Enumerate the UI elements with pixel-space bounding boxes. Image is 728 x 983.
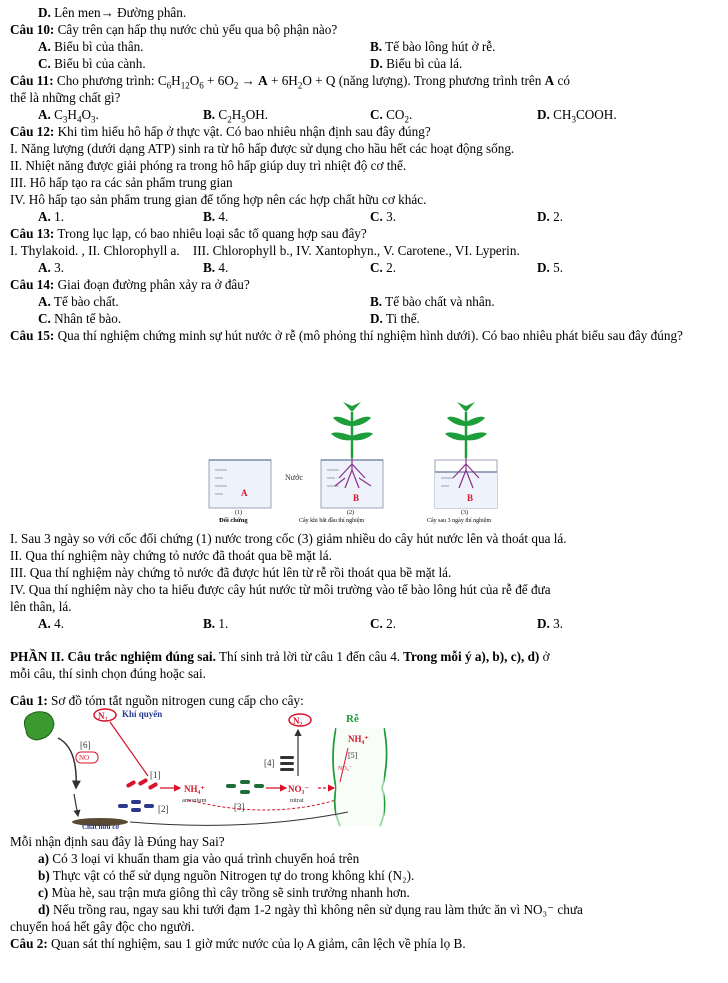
- q13-item-1: I. Thylakoid. , II. Chlorophyll a. III. Chlorophyll b., IV. Xantophyn., V. Carotene., VI. Lyperin.: [10, 243, 520, 258]
- q12-item-3: III. Hô hấp tạo ra các sản phẩm trung gian: [10, 175, 233, 190]
- question-11-line2: thể là những chất gì?: [10, 90, 121, 105]
- q13-option-b: B. 4.: [203, 260, 229, 275]
- beaker-3: [435, 402, 497, 508]
- caption-after: Cây sau 3 ngày thí nghiệm: [427, 518, 492, 524]
- q12-option-d: D. 2.: [537, 209, 564, 224]
- q15-option-b: B. 1.: [203, 616, 229, 631]
- beaker-1: [209, 460, 271, 508]
- label-b1: B: [353, 493, 360, 503]
- svg-text:(3): (3): [461, 510, 468, 516]
- svg-text:[5]: [5]: [348, 751, 358, 760]
- question-12: Câu 12: Khi tìm hiểu hô hấp ở thực vật. Có bao nhiêu nhận định sau đây đúng?: [10, 124, 431, 139]
- question-13: Câu 13: Trong lục lạp, có bao nhiêu loại sắc tố quang hợp sau đây?: [10, 226, 367, 241]
- svg-text:amonium: amonium: [182, 797, 207, 804]
- q10-option-b: B. Tế bào lông hút ở rễ.: [370, 39, 496, 54]
- label-organic: Chất hữu cơ: [82, 823, 120, 830]
- q12-option-a: A. 1.: [38, 209, 65, 224]
- q12-option-c: C. 3.: [370, 209, 397, 224]
- caption-control: Đối chứng: [219, 517, 248, 524]
- svg-text:[3]: [3]: [234, 802, 245, 812]
- svg-text:[6]: [6]: [80, 740, 91, 750]
- leaf-icon: [24, 712, 54, 740]
- q11-option-a: A. $C_3H_4O_3$.: [38, 107, 99, 125]
- bacteria-4-icon: [280, 756, 294, 771]
- bacteria-2-icon: [118, 800, 154, 812]
- p2q1-statement-d-cont: chuyển hoá hết gây độc cho người.: [10, 919, 195, 934]
- q11-option-c: C. $CO_2$.: [370, 107, 413, 125]
- svg-text:[2]: [2]: [158, 804, 169, 814]
- svg-text:[4]: [4]: [264, 758, 275, 768]
- q15-option-c: C. 2.: [370, 616, 397, 631]
- svg-text:N₂: N₂: [293, 716, 303, 726]
- q14-option-b: B. Tế bào chất và nhân.: [370, 294, 495, 309]
- part-2-heading-line2: mỗi câu, thí sinh chọn đúng hoặc sai.: [10, 666, 206, 681]
- question-10: Câu 10: Cây trên cạn hấp thụ nước chủ yếu qua bộ phận nào?: [10, 22, 338, 37]
- q10-option-d: D. Biểu bì của lá.: [370, 56, 463, 71]
- label-no3: NO₃⁻: [288, 784, 309, 794]
- q10-option-c: C. Biểu bì của cành.: [38, 56, 146, 71]
- svg-text:nitrat: nitrat: [290, 797, 304, 804]
- q14-option-a: A. Tế bào chất.: [38, 294, 119, 309]
- q15-item-3: III. Qua thí nghiệm này chứng tỏ nước đã được hút lên từ rễ rồi thoát qua bề mặt lá.: [10, 565, 452, 580]
- q12-item-2: II. Nhiệt năng được giải phóng ra trong hô hấp giúp duy trì nhiệt độ cơ thể.: [10, 158, 407, 173]
- q13-option-d: D. 5.: [537, 260, 564, 275]
- water-absorption-figure: [205, 398, 525, 526]
- label-a: A: [241, 488, 248, 498]
- p2q1-statement-b: b) Thực vật có thể sử dụng nguồn Nitrogen tự do trong không khí (N₂).: [38, 868, 415, 883]
- q15-item-1: I. Sau 3 ngày so với cốc đối chứng (1) nước trong cốc (3) giảm nhiều do cây hút nước lên và thoát qua lá.: [10, 531, 567, 546]
- caption-start: Cây khi bắt đầu thí nghiệm: [299, 518, 365, 524]
- part-2-heading: PHẦN II. Câu trắc nghiệm đúng sai. Thí sinh trả lời từ câu 1 đến câu 4. Trong mỗi ý a), b), c), d) ở: [10, 649, 550, 664]
- svg-text:NO₃⁻: NO₃⁻: [338, 766, 352, 772]
- q12-item-1: I. Năng lượng (dưới dạng ATP) sinh ra từ hô hấp được sử dụng cho hầu hết các hoạt động sống.: [10, 141, 515, 156]
- q15-item-4: IV. Qua thí nghiệm này cho ta hiểu được cây hút nước từ môi trường vào tế bào lông hút của rễ để đưa: [10, 582, 551, 597]
- label-nh4: NH₄⁺: [184, 784, 205, 794]
- q12-option-b: B. 4.: [203, 209, 229, 224]
- svg-text:NO: NO: [79, 754, 90, 762]
- q15-option-d: D. 3.: [537, 616, 564, 631]
- beaker-2: [321, 402, 383, 508]
- svg-text:NH₄⁺: NH₄⁺: [348, 734, 369, 744]
- q15-item-2: II. Qua thí nghiệm này chứng tỏ nước đã thoát qua bề mặt lá.: [10, 548, 332, 563]
- svg-text:N₂: N₂: [98, 711, 108, 721]
- question-11: Câu 11: Cho phương trình: $C_6H_{12}O_6 + 6O_2 \to A + 6H_2O + Q$ (năng lượng). Trong phương trình trên A có: [10, 73, 570, 91]
- p2q1-statement-a: a) Có 3 loại vi khuẩn tham gia vào quá trình chuyển hoá trên: [38, 851, 360, 866]
- q15-option-a: A. 4.: [38, 616, 65, 631]
- p2q1-statement-c: c) Mùa hè, sau trận mưa giông thì cây trồng sẽ sinh trưởng nhanh hơn.: [38, 885, 410, 900]
- part2-question-2: Câu 2: Quan sát thí nghiệm, sau 1 giờ mức nước của lọ A giảm, cân lệch về phía lọ B.: [10, 936, 466, 951]
- bacteria-3-icon: [226, 780, 264, 794]
- label-b2: B: [467, 493, 474, 503]
- q11-option-b: B. $C_2H_5OH$.: [203, 107, 269, 125]
- question-15: Câu 15: Qua thí nghiệm chứng minh sự hút nước ở rễ (mô phỏng thí nghiệm hình dưới). Có bao nhiêu phát biểu sau đây đúng?: [10, 328, 683, 343]
- q14-option-c: C. Nhân tế bào.: [38, 311, 122, 326]
- q13-option-c: C. 2.: [370, 260, 397, 275]
- q10-option-a: A. Biểu bì của thân.: [38, 39, 144, 54]
- p2q1-prompt: Mỗi nhận định sau đây là Đúng hay Sai?: [10, 834, 225, 849]
- p2q1-statement-d: d) Nếu trồng rau, ngay sau khi tưới đạm 1-2 ngày thì không nên sử dụng rau làm thức ăn vì NO₃⁻ chưa: [38, 902, 583, 917]
- svg-text:(1): (1): [235, 510, 242, 516]
- q11-option-d: D. $CH_3COOH$.: [537, 107, 617, 125]
- label-atmosphere: Khí quyển: [122, 709, 163, 719]
- q14-option-d: D. Ti thể.: [370, 311, 420, 326]
- label-water: Nước: [285, 473, 303, 482]
- question-14: Câu 14: Giai đoạn đường phân xảy ra ở đâu?: [10, 277, 250, 292]
- label-root: Rễ: [346, 713, 359, 725]
- q9-option-d: D. Lên men→ Đường phân.: [38, 5, 187, 20]
- part2-question-1: Câu 1: Sơ đồ tóm tắt nguồn nitrogen cung cấp cho cây:: [10, 693, 304, 708]
- svg-text:(2): (2): [347, 510, 354, 516]
- q12-item-4: IV. Hô hấp tạo sản phẩm trung gian để tổng hợp nên các hợp chất hữu cơ khác.: [10, 192, 427, 207]
- svg-text:[1]: [1]: [150, 770, 161, 780]
- q15-item-4-cont: lên thân, lá.: [10, 599, 72, 614]
- nitrogen-cycle-diagram: [18, 708, 418, 830]
- q13-option-a: A. 3.: [38, 260, 65, 275]
